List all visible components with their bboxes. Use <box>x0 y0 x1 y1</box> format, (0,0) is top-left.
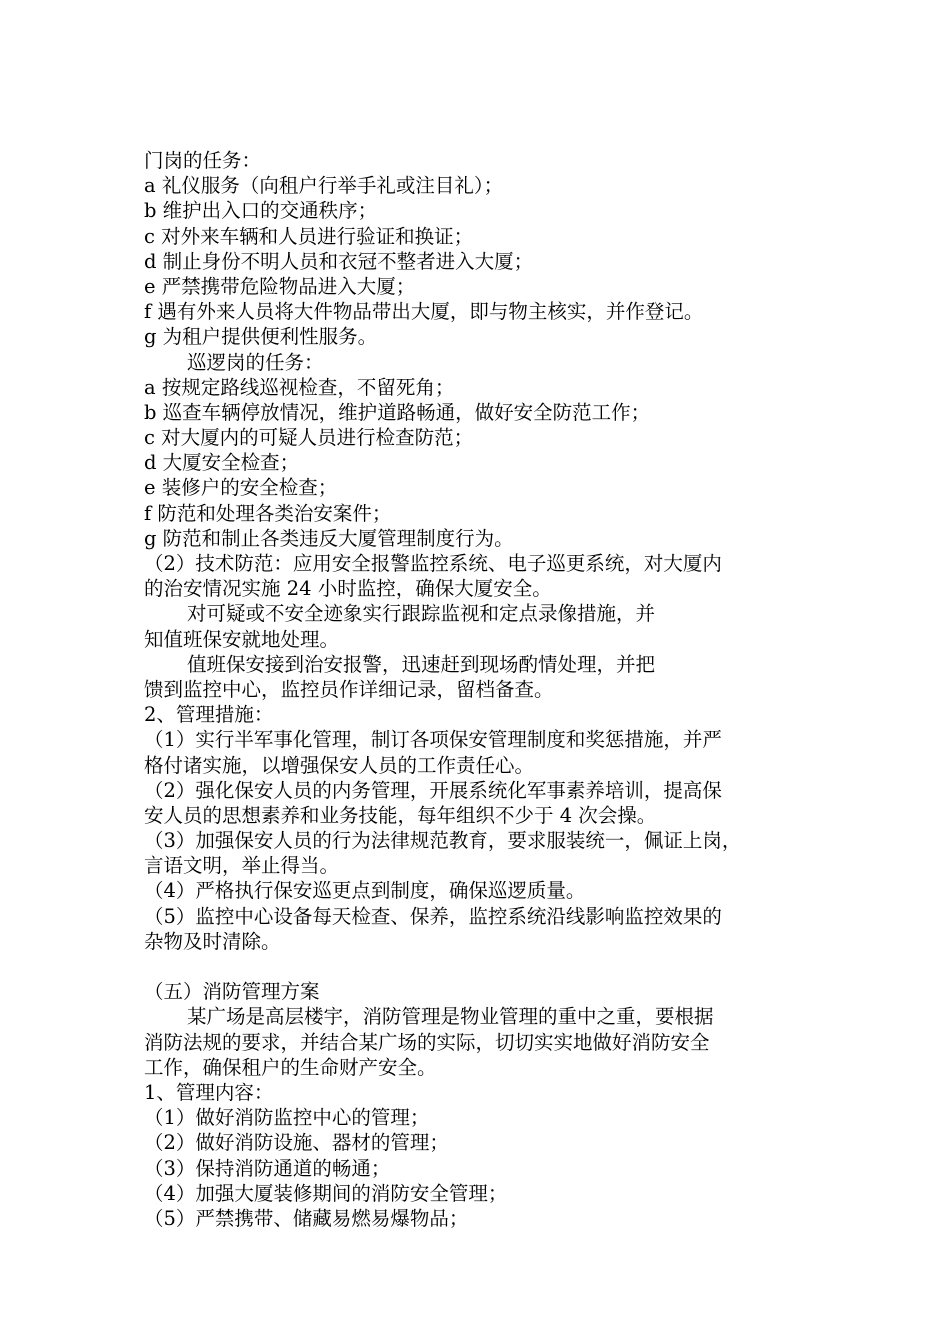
text-line: b 巡查车辆停放情况，维护道路畅通，做好安全防范工作； <box>144 400 651 424</box>
section-heading: （五）消防管理方案 <box>144 980 320 1004</box>
text-line: （1）做好消防监控中心的管理； <box>144 1106 430 1130</box>
text-line: （4）加强大厦装修期间的消防安全管理； <box>144 1181 508 1205</box>
paragraph-first-line: 对可疑或不安全迹象实行跟踪监视和定点录像措施，并 <box>187 602 656 626</box>
section-heading: 1、管理内容： <box>144 1080 274 1104</box>
text-line: g 为租户提供便利性服务。 <box>144 325 378 349</box>
text-line: 言语文明，举止得当。 <box>144 854 340 878</box>
text-line: e 严禁携带危险物品进入大厦； <box>144 274 416 298</box>
section-heading: 2、管理措施： <box>144 703 274 727</box>
text-line: f 遇有外来人员将大件物品带出大厦，即与物主核实，并作登记。 <box>144 300 704 324</box>
section-heading: 巡逻岗的任务： <box>187 350 324 374</box>
text-line: （3）加强保安人员的行为法律规范教育，要求服装统一，佩证上岗， <box>144 829 742 853</box>
document-body <box>144 148 824 1231</box>
text-line: d 大厦安全检查； <box>144 451 300 475</box>
text-line: 格付诸实施，以增强保安人员的工作责任心。 <box>144 753 535 777</box>
text-line: c 对大厦内的可疑人员进行检查防范； <box>144 426 474 450</box>
text-line: （2）做好消防设施、器材的管理； <box>144 1131 449 1155</box>
text-line: c 对外来车辆和人员进行验证和换证； <box>144 224 474 248</box>
text-line: 馈到监控中心，监控员作详细记录，留档备查。 <box>144 677 554 701</box>
text-line: （5）严禁携带、储藏易燃易爆物品； <box>144 1206 469 1230</box>
text-line: f 防范和处理各类治安案件； <box>144 501 392 525</box>
text-line: 杂物及时清除。 <box>144 929 281 953</box>
paragraph-first-line: 某广场是高层楼宇，消防管理是物业管理的重中之重，要根据 <box>187 1005 714 1029</box>
text-line: （2）技术防范：应用安全报警监控系统、电子巡更系统，对大厦内 <box>144 552 722 575</box>
text-line: （5）监控中心设备每天检查、保养，监控系统沿线影响监控效果的 <box>144 904 722 928</box>
text-line: 工作，确保租户的生命财产安全。 <box>144 1055 437 1079</box>
text-line: （4）严格执行保安巡更点到制度，确保巡逻质量。 <box>144 879 586 903</box>
text-line: d 制止身份不明人员和衣冠不整者进入大厦； <box>144 249 534 273</box>
text-line: （2）强化保安人员的内务管理，开展系统化军事素养培训，提高保 <box>144 778 722 802</box>
text-line: （1）实行半军事化管理，制订各项保安管理制度和奖惩措施，并严 <box>144 728 722 752</box>
text-line: 安人员的思想素养和业务技能，每年组织不少于 4 次会操。 <box>144 803 657 827</box>
blank-line <box>144 954 824 979</box>
text-line: （3）保持消防通道的畅通； <box>144 1156 391 1180</box>
text-line: 的治安情况实施 24 小时监控，确保大厦安全。 <box>144 577 552 601</box>
text-line: e 装修户的安全检查； <box>144 476 338 500</box>
text-line: a 按规定路线巡视检查，不留死角； <box>144 375 455 399</box>
text-line: b 维护出入口的交通秩序； <box>144 199 378 223</box>
text-line: a 礼仪服务（向租户行举手礼或注目礼）； <box>144 174 504 198</box>
paragraph-first-line: 值班保安接到治安报警，迅速赶到现场酌情处理，并把 <box>187 652 656 676</box>
text-line: 知值班保安就地处理。 <box>144 627 340 651</box>
text-line: 门岗的任务： <box>144 149 262 172</box>
text-line: 消防法规的要求，并结合某广场的实际，切切实实地做好消防安全 <box>144 1030 710 1054</box>
text-line: g 防范和制止各类违反大厦管理制度行为。 <box>144 526 514 550</box>
